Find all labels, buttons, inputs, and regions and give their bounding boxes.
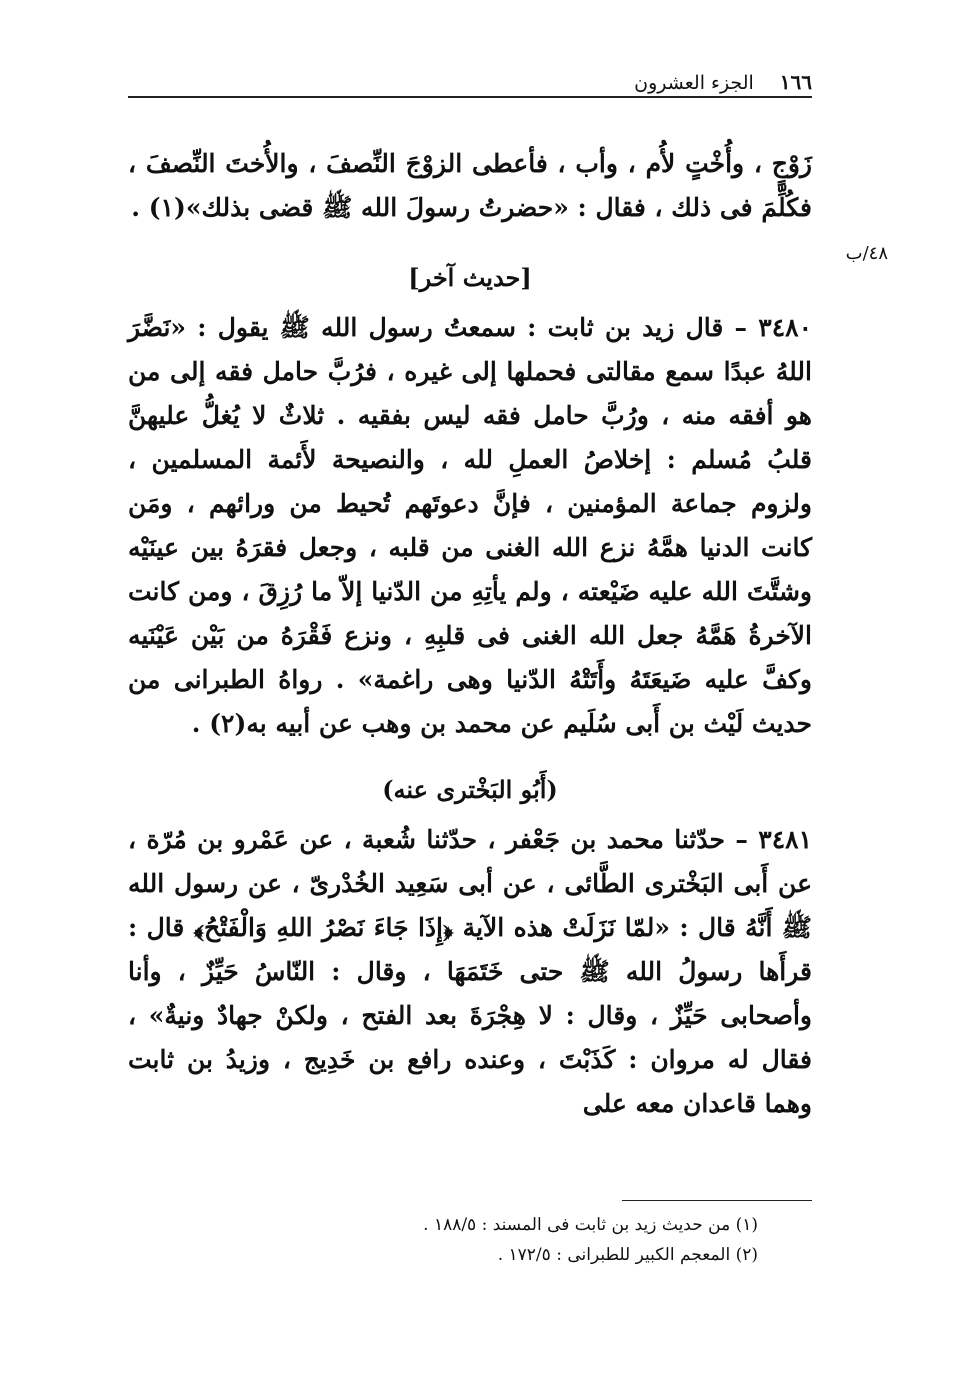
footnote-1: (١) من حديث زيد بن ثابت فى المسند : ١٨٨/٥ .	[423, 1215, 758, 1235]
footnotes	[128, 1210, 758, 1270]
paragraph-continuation: زَوْجٍ ، وأُخْتٍ لأُم ، وأب ، فأعطى الزوْجَ النِّصفَ ، والأُختَ النِّصفَ ، فكُلِّمَ فى ذلك ، فقال : «حضرتُ رسولَ الله ﷺ قضى بذلك»(١) .	[128, 149, 812, 222]
hadith-paragraph-3481	[128, 818, 812, 1126]
hadith-paragraph-3480	[128, 306, 812, 746]
section-title-abu-bakhtari: (أَبُو البَخْترى عنه)	[382, 775, 558, 804]
running-header	[128, 60, 812, 94]
footnote-2: (٢) المعجم الكبير للطبرانى : ١٧٢/٥ .	[497, 1245, 758, 1265]
header-divider	[128, 96, 812, 98]
hadith-text: – قال زيد بن ثابت : سمعتُ رسول الله ﷺ يقول : «نَضَّرَ اللهُ عبدًا سمع مقالتى فحملها إلى غيره ، فرُبَّ حامل فقه إلى من هو أفقه منه ، ورُبَّ حامل فقه ليس بفقيه . ثلاثٌ لا يُغلُّ عليهنَّ قلبُ مُسلم : إخلاصُ العملِ لله ، والنصيحة لأَئمة المسلمين ، ولزوم جماعة المؤمنين ، فإنَّ دعوتَهم تُحيط من ورائهم ، ومَن كانت الدنيا همَّهُ نزع الله الغنى من قلبه ، وجعل فقرَهُ بين عينَيْه وشتَّتَ الله عليه ضَيْعته ، ولم يأتِهِ من الدّنيا إلاّ ما رُزِقَ ، ومن كانت الآخرةُ هَمَّهُ جعل الله الغنى فى قلبِهِ ، ونزع فَقْرَهُ من بَيْن عَيْنَيه وكفَّ عليه ضَيعَتَهُ وأَتَتْهُ الدّنيا وهى راغمة» . رواهُ الطبرانى من حديث لَيْث بن أَبى سُلَيم عن محمد بن وهب عن أبيه به(٢) .	[128, 313, 812, 738]
section-title-another-hadith: [حديث آخر]	[408, 263, 532, 292]
hadith-number: ٣٤٨٠	[758, 313, 812, 342]
page-number: ١٦٦	[779, 70, 812, 94]
hadith-number: ٣٤٨١	[758, 825, 812, 854]
part-title: الجزء العشرون	[634, 72, 754, 94]
margin-folio-note: ٤٨/ب	[845, 243, 888, 264]
hadith-text: – حدّثنا محمد بن جَعْفر ، حدّثنا شُعبة ، عن عَمْرو بن مُرّة ، عن أَبى البَخْترى الطَّائى ، عن أبى سَعِيد الخُدْرىّ ، عن رسول الله ﷺ أَنَّهُ قال : «لمّا نَزَلَتْ هذه الآية ﴿إِذَا جَاءَ نَصْرُ اللهِ وَالْفَتْحُ﴾ قال : قرأَها رسولُ الله ﷺ حتى خَتَمَهَا ، وقال : النّاسُ حَيِّزٌ ، وأنا وأصحابى حَيِّزٌ ، وقال : لا هِجْرَةَ بعد الفتح ، ولكنْ جهادٌ ونيةٌ» ، فقال له مروان : كَذَبْتَ ، وعنده رافع بن خَدِيج ، وزيدُ بن ثابت وهما قاعدان معه على	[128, 825, 812, 1118]
footnote-divider	[622, 1200, 812, 1201]
